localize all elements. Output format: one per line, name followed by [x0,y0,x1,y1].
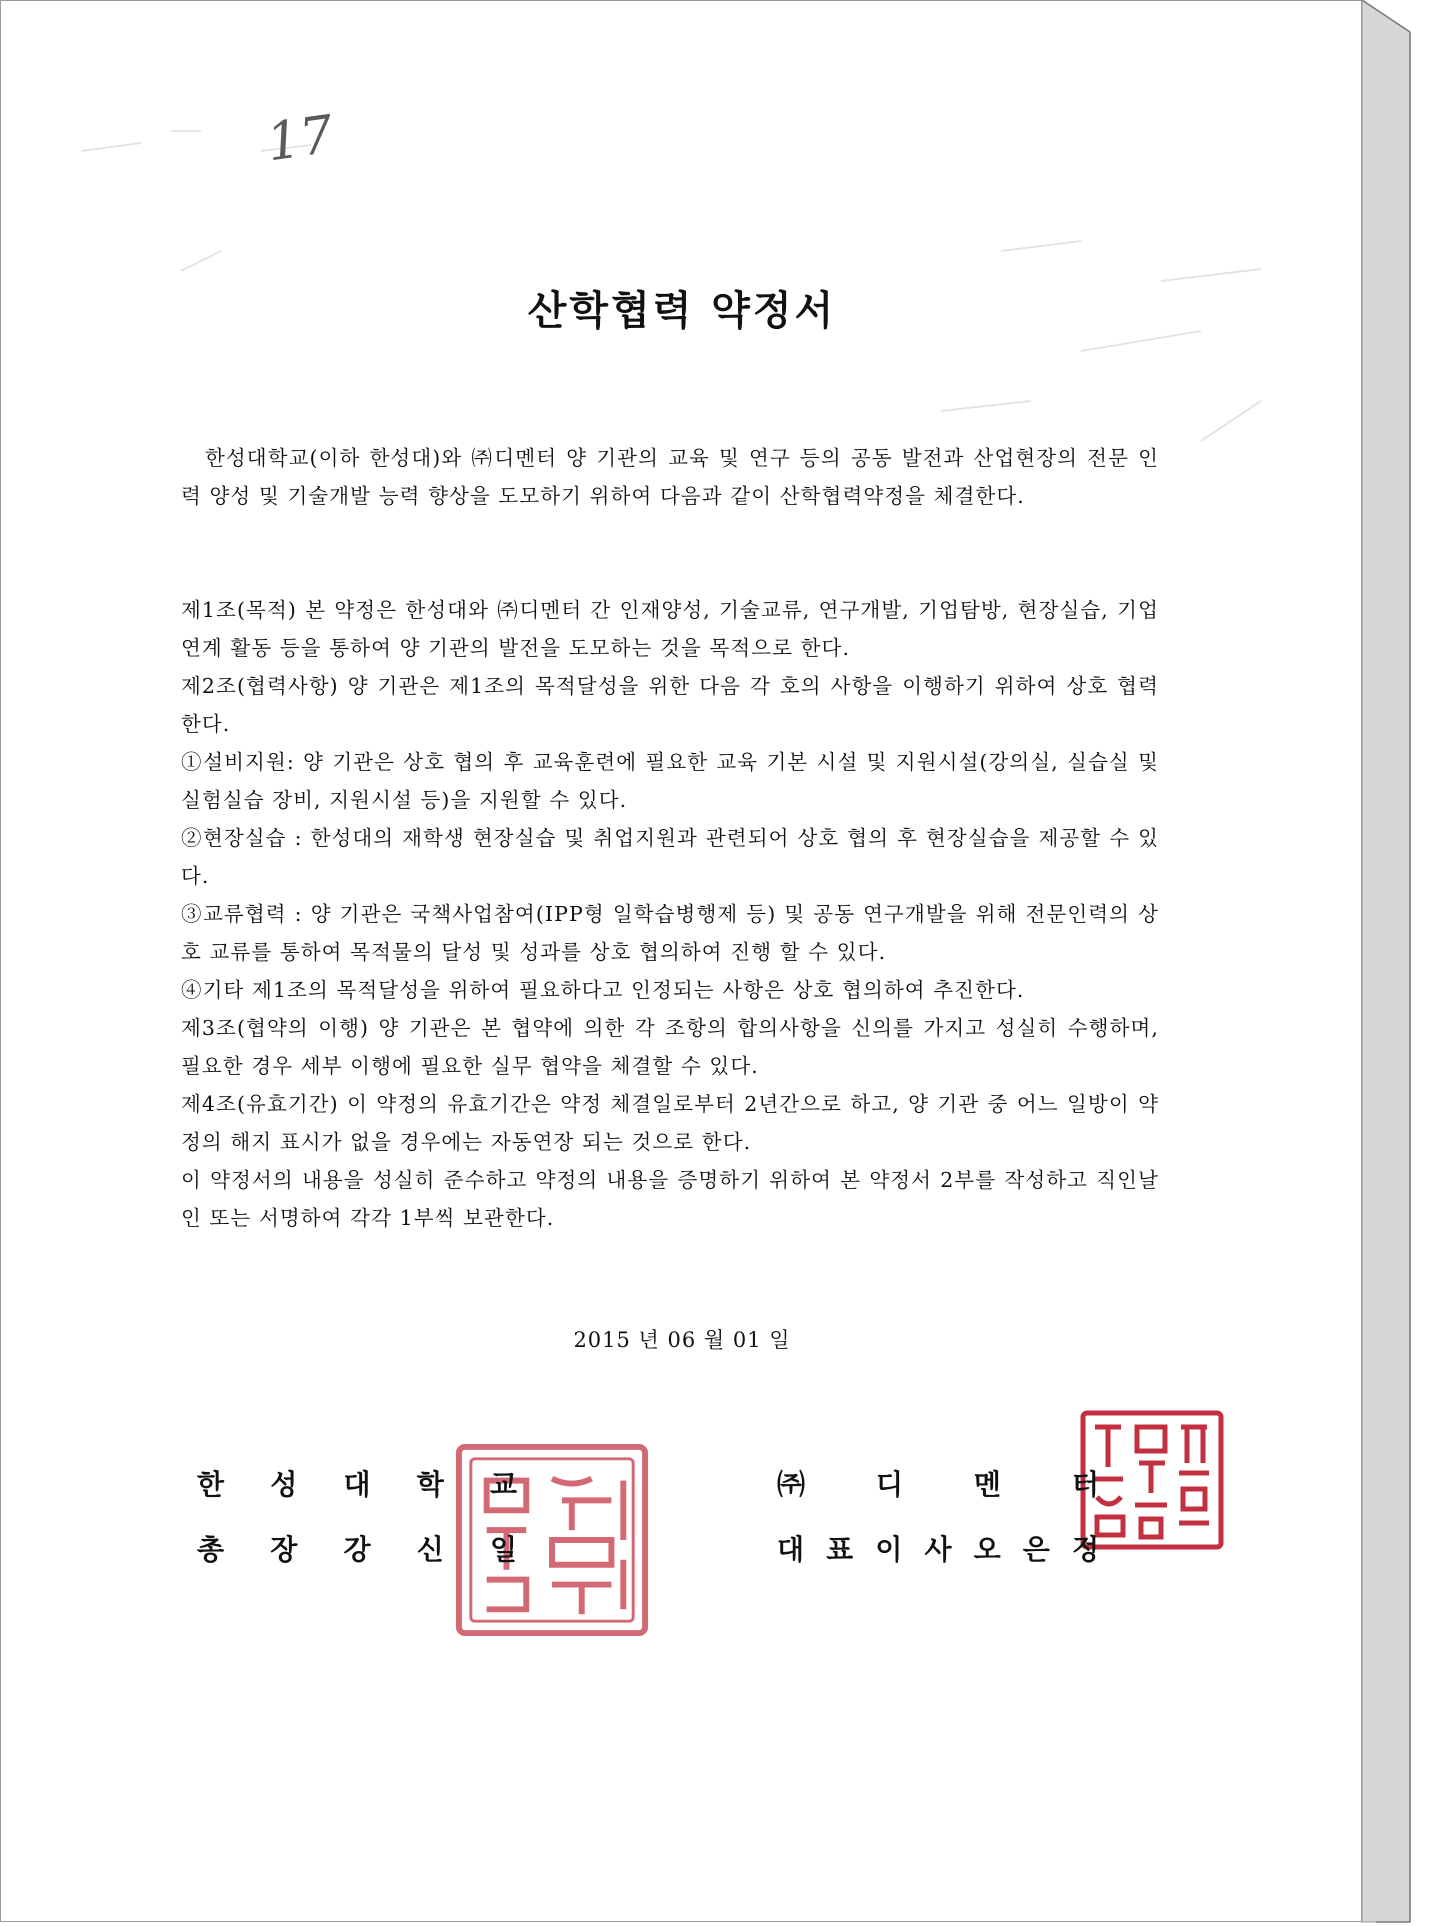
party-left-org-char: 교 [489,1468,517,1501]
party-right-rep-char: 은 [1022,1533,1050,1566]
party-right-org-char: 터 [1071,1468,1099,1501]
article-4: 제4조(유효기간) 이 약정의 유효기간은 약정 체결일로부터 2년간으로 하고, 양 기관 중 어느 일방이 약정의 해지 표시가 없을 경우에는 자동연장 되는 것으로 한다. [181,1092,1159,1154]
party-left-organization [197,1463,517,1503]
party-right-rep-char: 표 [826,1533,854,1566]
party-left-org-char: 학 [416,1468,444,1501]
party-right-rep-char: 사 [924,1533,952,1566]
party-right-rep-char: 이 [875,1533,903,1566]
party-left-rep-char: 신 [416,1533,444,1566]
party-left-rep-char: 일 [489,1533,517,1566]
intro-text: 한성대학교(이하 한성대)와 ㈜디멘터 양 기관의 교육 및 연구 등의 공동 발전과 산업현장의 전문 인력 양성 및 기술개발 능력 향상을 도모하기 위하여 다음과 같이 산학협력약정을 체결한다. [181,446,1159,508]
party-right-rep-char: 정 [1071,1533,1099,1566]
handwritten-page-number: 17 [263,104,338,174]
party-right-representative [777,1528,1099,1568]
document-title: 산학협력 약정서 [527,288,837,334]
article-2-item-1: ①설비지원: 양 기관은 상호 협의 후 교육훈련에 필요한 교육 기본 시설 및 지원시설(강의실, 실습실 및 실험실습 장비, 지원시설 등)을 지원할 수 있다. [181,750,1159,812]
article-1: 제1조(목적) 본 약정은 한성대와 ㈜디멘터 간 인재양성, 기술교류, 연구개발, 기업탐방, 현장실습, 기업연계 활동 등을 통하여 양 기관의 발전을 도모하는 것을 목적으로 한다. [181,598,1159,660]
closing-statement: 이 약정서의 내용을 성실히 준수하고 약정의 내용을 증명하기 위하여 본 약정서 2부를 작성하고 직인날인 또는 서명하여 각각 1부씩 보관한다. [181,1168,1159,1230]
party-left-org-char: 한 [197,1468,225,1501]
signing-date: 2015 년 06 월 01 일 [573,1328,791,1352]
party-left-rep-char: 장 [270,1533,298,1566]
article-3: 제3조(협약의 이행) 양 기관은 본 협약에 의한 각 조항의 합의사항을 신의를 가지고 성실히 수행하며, 필요한 경우 세부 이행에 필요한 실무 협약을 체결할 수 있다. [181,1016,1159,1078]
article-2-item-2: ②현장실습 : 한성대의 재학생 현장실습 및 취업지원과 관련되어 상호 협의 후 현장실습을 제공할 수 있다. [181,826,1159,888]
article-2-item-4: ④기타 제1조의 목적달성을 위하여 필요하다고 인정되는 사항은 상호 협의하여 추진한다. [181,978,1025,1002]
party-right-rep-char: 대 [777,1533,805,1566]
intro-paragraph [181,439,1159,515]
party-left-rep-char: 강 [343,1533,371,1566]
party-right-org-char: 멘 [973,1468,1001,1501]
article-2-item-3: ③교류협력 : 양 기관은 국책사업참여(IPP형 일학습병행제 등) 및 공동 연구개발을 위해 전문인력의 상호 교류를 통하여 목적물의 달성 및 성과를 상호 협의하여 진행 할 수 있다. [181,902,1159,964]
article-2: 제2조(협력사항) 양 기관은 제1조의 목적달성을 위한 다음 각 호의 사항을 이행하기 위하여 상호 협력한다. [181,674,1159,736]
party-left-rep-char: 총 [197,1533,225,1566]
dimenter-ceo-seal-stamp [1079,1409,1225,1551]
party-left-org-char: 성 [270,1468,298,1501]
articles-section [181,591,1159,1237]
party-right-org-char: 디 [875,1468,903,1501]
party-right-rep-char: 오 [973,1533,1001,1566]
party-right-org-char: ㈜ [777,1468,806,1501]
party-left-org-char: 대 [343,1468,371,1501]
party-left-representative [197,1528,517,1568]
party-right-organization [777,1463,1099,1503]
